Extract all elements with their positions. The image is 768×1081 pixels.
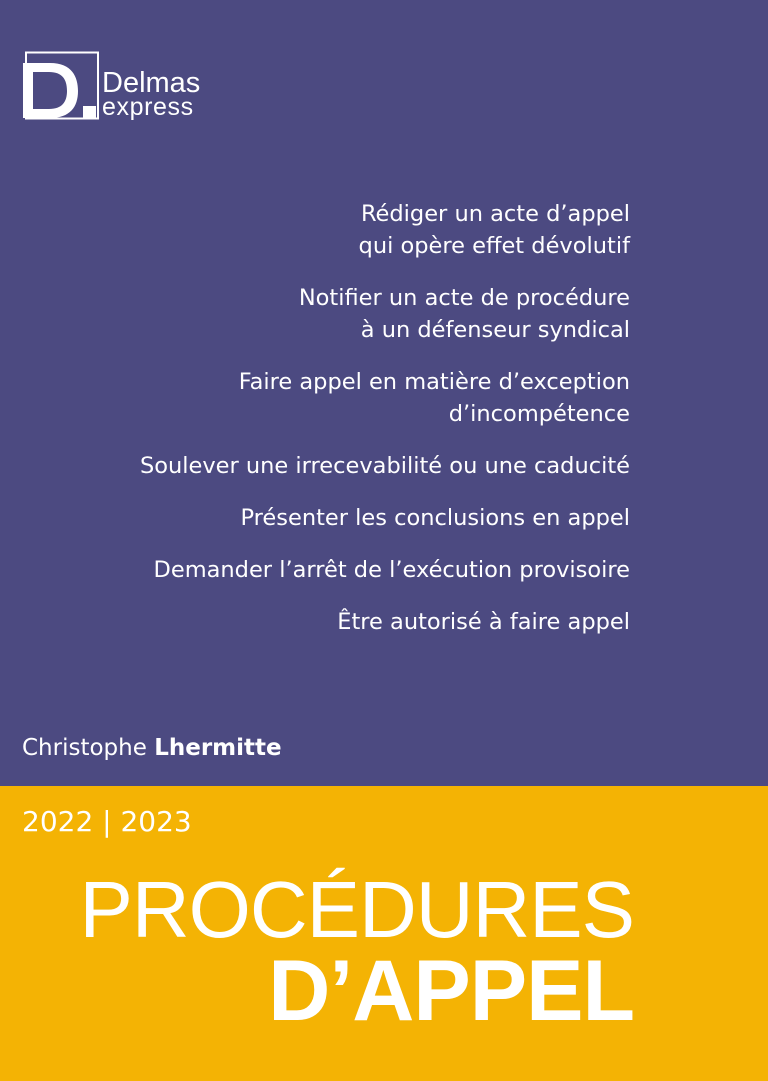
topic-line: qui opère effet dévolutif	[358, 233, 630, 259]
topic-line: Faire appel en matière d’exception	[238, 369, 630, 395]
logo-sub-text: express	[102, 93, 194, 121]
topic-line: Rédiger un acte d’appel	[360, 201, 630, 227]
topic-item	[50, 366, 630, 430]
delmas-express-logo	[20, 51, 260, 123]
author-last-name: Lhermitte	[154, 735, 282, 761]
topic-line: d’incompétence	[448, 401, 630, 427]
topic-line: Soulever une irrecevabilité ou une caducité	[139, 453, 630, 479]
edition-years: 2022 | 2023	[22, 805, 192, 838]
topic-item	[50, 450, 630, 482]
topic-line: Être autorisé à faire appel	[337, 609, 630, 635]
topic-list	[50, 198, 630, 658]
topic-item	[50, 282, 630, 346]
book-title-line-2: D’APPEL	[268, 943, 634, 1039]
topic-item	[50, 554, 630, 586]
book-title-line-1: PROCÉDURES	[79, 865, 634, 954]
author-first-name: Christophe	[22, 735, 147, 761]
topic-item	[50, 198, 630, 262]
topic-line: Notifier un acte de procédure	[298, 285, 630, 311]
topic-line: à un défenseur syndical	[360, 317, 630, 343]
logo-brand-text: Delmas	[102, 67, 201, 99]
topic-item	[50, 606, 630, 638]
topic-line: Demander l’arrêt de l’exécution provisoire	[153, 557, 630, 583]
author-name	[22, 735, 282, 761]
logo-d-mark-icon	[20, 51, 100, 123]
topic-item	[50, 502, 630, 534]
topic-line: Présenter les conclusions en appel	[240, 505, 630, 531]
